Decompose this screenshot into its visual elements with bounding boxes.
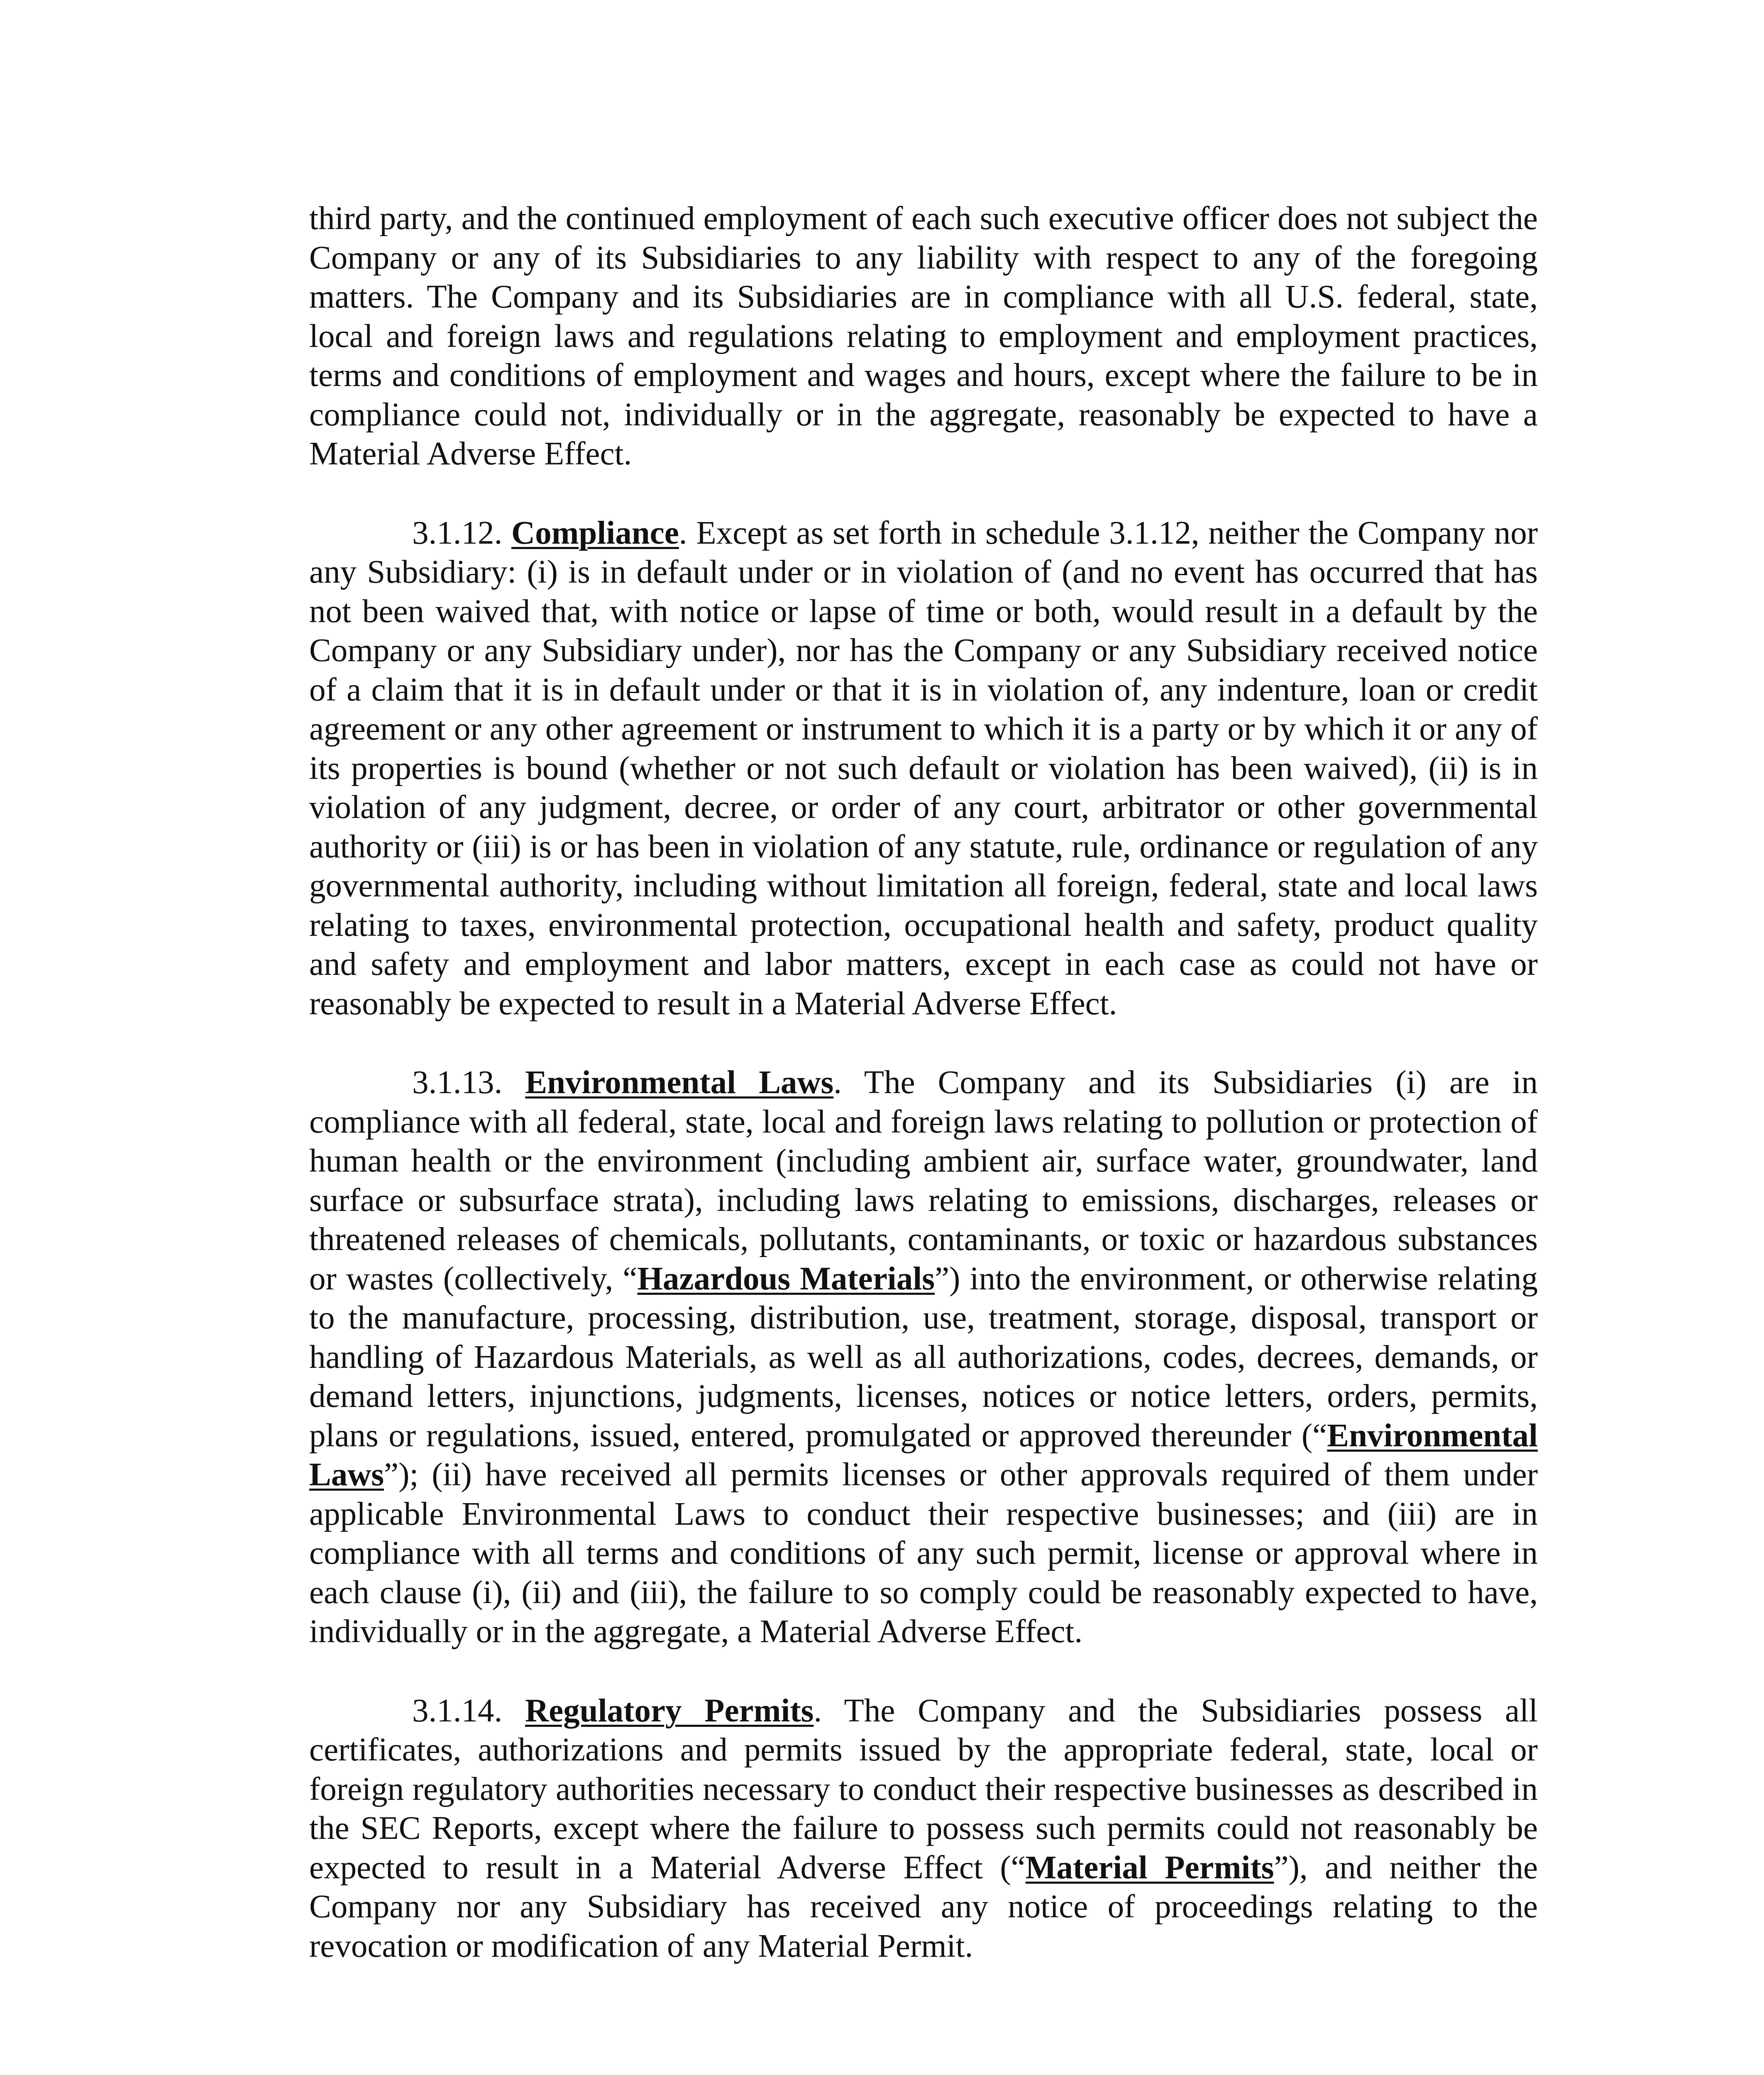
section-heading-environmental-laws: Environmental Laws	[525, 1064, 834, 1101]
section-body-part: ”); (ii) have received all permits licenses or other approvals required of them under applicable Environmental Laws to conduct their respective businesses; and (iii) are in compliance with all terms and conditions of any such permit, license or approval where in each clause (i), (ii) and (iii), the failure to so comply could be reasonably expected to have, individually or in the aggregate, a Material Adverse Effect.	[309, 1457, 1538, 1650]
section-body-part: . The Company and the Subsidiaries possess all certificates, authorizations and permits issued by the appropriate federal, state, local or foreign regulatory authorities necessary to conduct their respective businesses as described in the SEC Reports, except where the failure to possess such permits could not reasonably be expected to result in a Material Adverse Effect (“	[309, 1692, 1538, 1886]
section-number: 3.1.14.	[412, 1692, 503, 1729]
section-body-part: ”), and neither the Company nor any Subsidiary has received any notice of proceedings relating to the revocation or modification of any Material Permit.	[309, 1849, 1538, 1964]
section-heading-regulatory-permits: Regulatory Permits	[525, 1692, 814, 1729]
defined-term-material-permits: Material Permits	[1025, 1849, 1274, 1886]
section-3-1-12	[309, 514, 1538, 1024]
section-body-part: ”) into the environment, or otherwise relating to the manufacture, processing, distribution, use, treatment, storage, disposal, transport or handling of Hazardous Materials, as well as all authorizations, codes, decrees, demands, or demand letters, injunctions, judgments, licenses, notices or notice letters, orders, permits, plans or regulations, issued, entered, promulgated or approved thereunder (“	[309, 1260, 1538, 1454]
section-3-1-14	[309, 1692, 1538, 1966]
continued-paragraph: third party, and the continued employment of each such executive officer does not subject the Company or any of its Subsidiaries to any liability with respect to any of the foregoing matters. The Company and its Subsidiaries are in compliance with all U.S. federal, state, local and foreign laws and regulations relating to employment and employment practices, terms and conditions of employment and wages and hours, except where the failure to be in compliance could not, individually or in the aggregate, reasonably be expected to have a Material Adverse Effect.	[309, 200, 1538, 472]
section-body-part: . The Company and its Subsidiaries (i) are in compliance with all federal, state, local and foreign laws relating to pollution or protection of human health or the environment (including ambient air, surface water, groundwater, land surface or subsurface strata), including laws relating to emissions, discharges, releases or threatened releases of chemicals, pollutants, contaminants, or toxic or hazardous substances or wastes (collectively, “	[309, 1064, 1538, 1297]
document-body	[309, 199, 1538, 2006]
section-number: 3.1.12.	[412, 515, 503, 551]
section-number: 3.1.13.	[412, 1064, 503, 1101]
defined-term-hazardous-materials: Hazardous Materials	[637, 1260, 935, 1297]
defined-term-environmental-laws: Environmental Laws	[309, 1417, 1538, 1493]
section-heading-compliance: Compliance	[511, 515, 679, 551]
section-body: . Except as set forth in schedule 3.1.12, neither the Company nor any Subsidiary: (i) is in default under or in violation of (and no event has occurred that has not been waived that, with notice or lapse of time or both, would result in a default by the Company or any Subsidiary under), nor has the Company or any Subsidiary received notice of a claim that it is in default under or that it is in violation of, any indenture, loan or credit agreement or any other agreement or instrument to which it is a party or by which it or any of its properties is bound (whether or not such default or violation has been waived), (ii) is in violation of any judgment, decree, or order of any court, arbitrator or other governmental authority or (iii) is or has been in violation of any statute, rule, ordinance or regulation of any governmental authority, including without limitation all foreign, federal, state and local laws relating to taxes, environmental protection, occupational health and safety, product quality and safety and employment and labor matters, except in each case as could not have or reasonably be expected to result in a Material Adverse Effect.	[309, 515, 1538, 1022]
section-3-1-13	[309, 1063, 1538, 1652]
